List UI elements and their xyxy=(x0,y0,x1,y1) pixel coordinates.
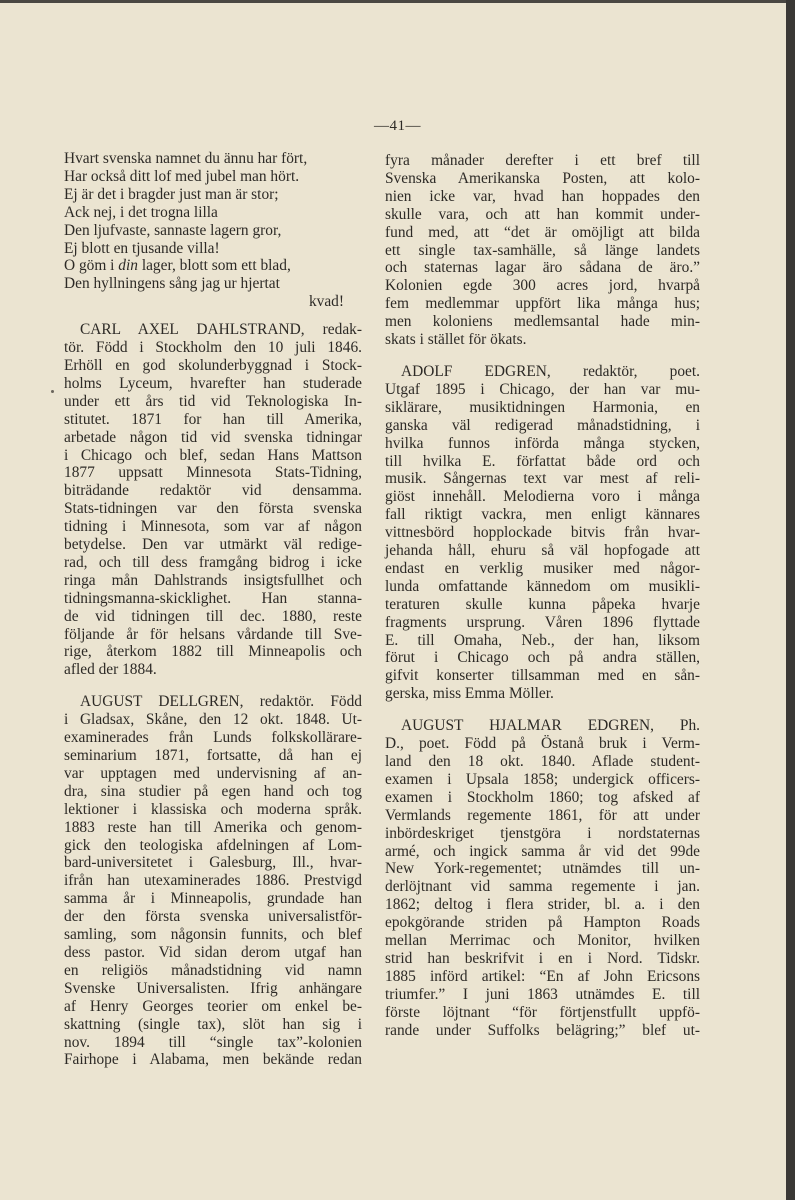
text-line: dra, sina studier på egen hand och tog xyxy=(64,782,362,800)
text-line: tidning i Minnesota, som var af någon xyxy=(64,518,362,536)
text-line: examinerades från Lunds folkskollärare- xyxy=(64,729,362,747)
text-line: Svenske Universalisten. Ifrig anhängare xyxy=(64,979,362,997)
text-line: ett single tax-samhälle, så länge landets xyxy=(385,241,700,259)
text-line: af Henry Georges teorier om enkel be- xyxy=(64,997,362,1015)
text-line: ganska väl redigerad månadstidning, i xyxy=(385,416,700,434)
text-line: i Chicago och blef, sedan Hans Mattson xyxy=(64,446,362,464)
text-line: rige, återkom 1882 till Minneapolis och xyxy=(64,643,362,661)
text-line: 1877 uppsatt Minnesota Stats-Tidning, xyxy=(64,464,362,482)
text-line: ringa mån Dahlstrands insigtsfullhet och xyxy=(64,571,362,589)
text-line: E. till Omaha, Neb., der han, liksom xyxy=(385,631,700,649)
text-line: till hvilka E. författat både ord och xyxy=(385,452,700,470)
text-line: gifvit konserter tillsamman med en sån- xyxy=(385,667,700,685)
text-line: afled der 1884. xyxy=(64,661,157,679)
text-line: land den 18 okt. 1840. Aflade student- xyxy=(385,753,700,770)
text-line: lunda omfattande kännedom om musikli- xyxy=(385,577,700,595)
text-line: armé, och ingick samma år vid det 99de xyxy=(385,842,700,860)
text-line: skattning (single tax), slöt han sig i xyxy=(64,1015,362,1033)
text-line: tör. Född i Stockholm den 10 juli 1846. xyxy=(64,339,362,357)
poem-line: Ej är det i bragder just man är stor; xyxy=(64,185,279,203)
poem-line: kvad! xyxy=(308,293,344,311)
paragraph xyxy=(385,152,700,349)
text-line: arbetade någon tid vid svenska tidningar xyxy=(64,428,362,446)
text-line: musik. Sångernas text var mest af reli- xyxy=(385,470,700,488)
text-line: de vid tidningen till dec. 1880, reste xyxy=(64,607,362,625)
text-line: ADOLF EDGREN, redaktör, poet. xyxy=(401,362,700,380)
text-line: siklärare, musiktidningen Harmonia, en xyxy=(385,398,700,416)
text-line: seminarium 1871, fortsatte, då han ej xyxy=(64,747,362,764)
text-line: tidningsmanna-skicklighet. Han stanna- xyxy=(64,589,362,607)
left-column xyxy=(64,150,362,1083)
text-line: rande under Suffolks belägring;” blef ut- xyxy=(385,1021,700,1039)
text-line: giöst innehåll. Melodierna voro i många xyxy=(385,488,700,506)
text-line: D., poet. Född på Östanå bruk i Verm- xyxy=(385,735,700,753)
paragraph xyxy=(64,693,362,1069)
text-line: samling, som någonsin funnits, och blef xyxy=(64,926,362,944)
text-line: dess pastor. Vid sidan derom utgaf han xyxy=(64,943,362,961)
text-line: jehanda håll, ehuru så väl hopfogade att xyxy=(385,542,700,560)
text-line: CARL AXEL DAHLSTRAND, redak- xyxy=(80,321,362,339)
text-line: inbördeskriget tjenstgöra i nordstaternas xyxy=(385,824,700,842)
poem-line: Den hyllningens sång jag ur hjertat xyxy=(64,275,280,293)
text-line: der den första svenska universalistför- xyxy=(64,908,362,926)
text-line: förut i Chicago och på andra ställen, xyxy=(385,649,700,667)
margin-mark xyxy=(51,390,54,393)
text-line: triumfer.” I juni 1863 utnämdes E. till xyxy=(385,985,700,1003)
text-line: AUGUST DELLGREN, redaktör. Född xyxy=(80,693,362,711)
poem-line: Ack nej, i det trogna lilla xyxy=(64,203,218,221)
left-paragraphs xyxy=(64,321,362,1069)
text-line: Svenska Amerikanska Posten, att kolo- xyxy=(385,169,700,187)
text-line: fem medlemmar uppfört lika många hus; xyxy=(385,295,700,313)
text-line: epokgörande striden på Hampton Roads xyxy=(385,914,700,932)
text-line: fragments ursprung. Våren 1896 flyttade xyxy=(385,613,700,631)
poem-emphasis: din xyxy=(118,257,138,275)
text-line: vittnesbörd hopplockade bitvis från hvar- xyxy=(385,524,700,542)
text-line: ifrån han utexaminerades 1886. Prestvigd xyxy=(64,872,362,890)
text-line: var upptagen med undervisning af an- xyxy=(64,764,362,782)
text-line: Utgaf 1895 i Chicago, der han var mu- xyxy=(385,380,700,398)
text-line: förste löjtnant “för förtjenstfullt uppfö- xyxy=(385,1003,700,1021)
text-line: AUGUST HJALMAR EDGREN, Ph. xyxy=(401,717,700,735)
text-line: men koloniens medlemsantal hade min- xyxy=(385,313,700,331)
poem-line: Den ljufvaste, sannaste lagern gror, xyxy=(64,221,282,239)
text-line: skats i stället för ökats. xyxy=(385,331,527,349)
text-line: i Gladsax, Skåne, den 12 okt. 1848. Ut- xyxy=(64,711,362,729)
text-line: och staternas lagar äro sådana de äro.” xyxy=(385,259,700,277)
poem-line xyxy=(64,257,362,275)
text-line: skulle vara, och att han kommit under- xyxy=(385,205,700,223)
right-column xyxy=(385,152,700,1054)
text-line: 1883 reste han till Amerika och genom- xyxy=(64,818,362,836)
text-line: under ett års tid vid Teknologiska In- xyxy=(64,392,362,410)
text-line: New York-regementet; utnämdes till un- xyxy=(385,860,700,878)
text-line: en religiös månadstidning vid namn xyxy=(64,961,362,979)
poem-line: Hvart svenska namnet du ännu har fört, xyxy=(64,150,308,167)
text-line: bard-universitetet i Galesburg, Ill., hvar- xyxy=(64,854,362,872)
text-line: stitutet. 1871 for han till Amerika, xyxy=(64,410,362,428)
text-line: samma år i Minneapolis, grundade han xyxy=(64,890,362,908)
text-line: biträdande redaktör vid densamma. xyxy=(64,482,362,500)
text-line: 1885 införd artikel: “En af John Ericsons xyxy=(385,967,700,985)
text-line: holms Lyceum, hvarefter han studerade xyxy=(64,374,362,392)
text-line: rad, och till dess framgång bidrog i icke xyxy=(64,553,362,571)
text-line: Erhöll en god skolunderbyggnad i Stock- xyxy=(64,356,362,374)
text-line: examen i Upsala 1858; undergick officers- xyxy=(385,770,700,788)
text-line: derlöjtnant vid samma regemente i jan. xyxy=(385,878,700,896)
text-line: endast en verklig musiker med någor- xyxy=(385,559,700,577)
paragraph xyxy=(385,363,700,703)
scan-edge-top xyxy=(0,0,795,3)
text-line: Vermlands regemente 1861, för att under xyxy=(385,806,700,824)
scan-edge-right xyxy=(786,0,795,1200)
right-paragraphs xyxy=(385,152,700,1040)
text-line: nien icke var, hvad han hoppades den xyxy=(385,187,700,205)
poem-line: Ej blott en tjusande villa! xyxy=(64,239,220,257)
text-line: följande år för helsans vårdande till Sve- xyxy=(64,625,362,643)
text-line: gick den teologiska afdelningen af Lom- xyxy=(64,836,362,854)
poem-stanza xyxy=(64,150,362,311)
page-number: —41— xyxy=(374,118,421,134)
paragraph xyxy=(64,321,362,679)
text-line: nov. 1894 till “single tax”-kolonien xyxy=(64,1033,362,1051)
poem-line: Har också ditt lof med jubel man hört. xyxy=(64,167,300,185)
text-line: teraturen skulle kunna påpeka hvarje xyxy=(385,595,700,613)
poem-text: lager, blott som ett blad, xyxy=(137,257,291,275)
text-line: lektioner i klassiska och moderna språk. xyxy=(64,800,362,818)
text-line: fyra månader derefter i ett bref till xyxy=(385,152,700,169)
text-line: betydelse. Den var utmärkt väl redige- xyxy=(64,536,362,554)
text-line: mellan Merrimac och Monitor, hvilken xyxy=(385,932,700,950)
text-line: Stats-tidningen var den första svenska xyxy=(64,500,362,518)
text-line: gerska, miss Emma Möller. xyxy=(385,685,554,703)
text-line: strid han beskrifvit i en i Nord. Tidskr. xyxy=(385,949,700,967)
paragraph xyxy=(385,717,700,1039)
text-line: examen i Stockholm 1860; tog afsked af xyxy=(385,788,700,806)
poem-text: O göm i xyxy=(64,257,119,275)
text-line: 1862; deltog i flera strider, bl. a. i den xyxy=(385,896,700,914)
text-line: Fairhope i Alabama, men bekände redan xyxy=(64,1051,362,1069)
text-line: fall riktigt vackra, men enligt kännares xyxy=(385,506,700,524)
text-line: fund med, att “det är omöjligt att bilda xyxy=(385,223,700,241)
text-line: hvilka funnos införda många stycken, xyxy=(385,434,700,452)
text-line: Kolonien egde 300 acres jord, hvarpå xyxy=(385,277,700,295)
